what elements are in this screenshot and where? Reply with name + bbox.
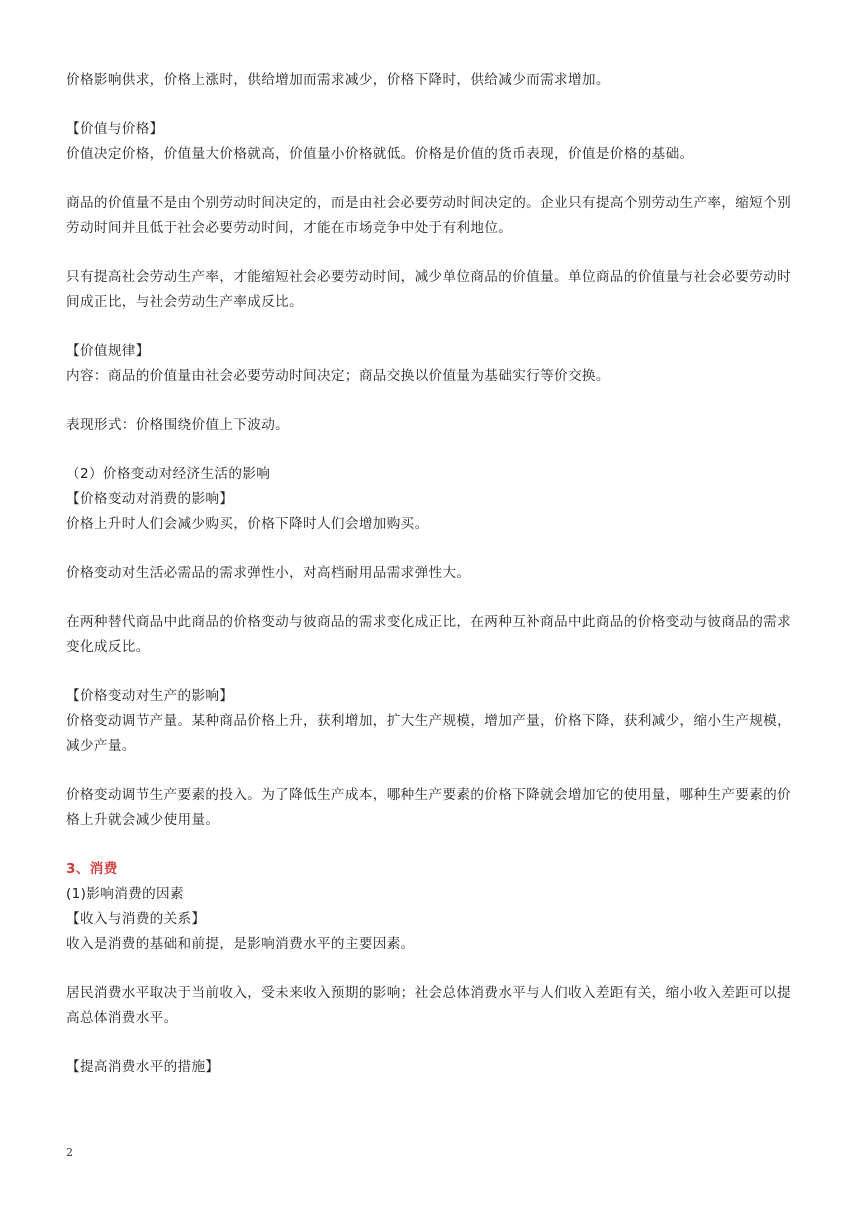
paragraph: 价格变动调节产量。某种商品价格上升，获利增加，扩大生产规模，增加产量，价格下降，获利减少，缩小生产规模，减少产量。 (66, 713, 792, 754)
paragraph: 价格变动调节生产要素的投入。为了降低生产成本，哪种生产要素的价格下降就会增加它的使用量，哪种生产要素的价格上升就会减少使用量。 (66, 787, 792, 828)
section-heading-value-price: 【价值与价格】 (66, 121, 164, 137)
section-heading-price-production: 【价格变动对生产的影响】 (66, 688, 234, 704)
section-heading-price-consumption: 【价格变动对消费的影响】 (66, 491, 234, 507)
chapter-heading-consumption: 3、消费 (66, 861, 118, 877)
page-number: 2 (66, 1146, 73, 1159)
subsection-heading: (1)影响消费的因素 (66, 886, 184, 902)
paragraph: 内容：商品的价值量由社会必要劳动时间决定；商品交换以价值量为基础实行等价交换。 (66, 368, 610, 384)
paragraph: 在两种替代商品中此商品的价格变动与彼商品的需求变化成正比，在两种互补商品中此商品的价格变动与彼商品的需求变化成反比。 (66, 614, 792, 655)
section-heading-value-law: 【价值规律】 (66, 343, 150, 359)
paragraph: 商品的价值量不是由个别劳动时间决定的，而是由社会必要劳动时间决定的。企业只有提高个别劳动生产率，缩短个别劳动时间并且低于社会必要劳动时间，才能在市场竞争中处于有利地位。 (66, 195, 792, 236)
document-body (66, 68, 796, 1080)
paragraph: 价格变动对生活必需品的需求弹性小，对高档耐用品需求弹性大。 (66, 565, 471, 581)
section-heading-raise-consumption: 【提高消费水平的措施】 (66, 1059, 220, 1075)
paragraph: 只有提高社会劳动生产率，才能缩短社会必要劳动时间，减少单位商品的价值量。单位商品的价值量与社会必要劳动时间成正比，与社会劳动生产率成反比。 (66, 269, 792, 310)
paragraph: 价格上升时人们会减少购买，价格下降时人们会增加购买。 (66, 516, 429, 532)
paragraph: 表现形式：价格围绕价值上下波动。 (66, 417, 290, 433)
paragraph: 价值决定价格，价值量大价格就高，价值量小价格就低。价格是价值的货币表现，价值是价格的基础。 (66, 146, 694, 162)
paragraph: 居民消费水平取决于当前收入，受未来收入预期的影响；社会总体消费水平与人们收入差距有关，缩小收入差距可以提高总体消费水平。 (66, 985, 792, 1026)
paragraph: 价格影响供求，价格上涨时，供给增加而需求减少，价格下降时，供给减少而需求增加。 (66, 72, 610, 88)
subsection-heading: （2）价格变动对经济生活的影响 (66, 466, 271, 482)
section-heading-income-consumption: 【收入与消费的关系】 (66, 911, 206, 927)
paragraph: 收入是消费的基础和前提，是影响消费水平的主要因素。 (66, 936, 415, 952)
